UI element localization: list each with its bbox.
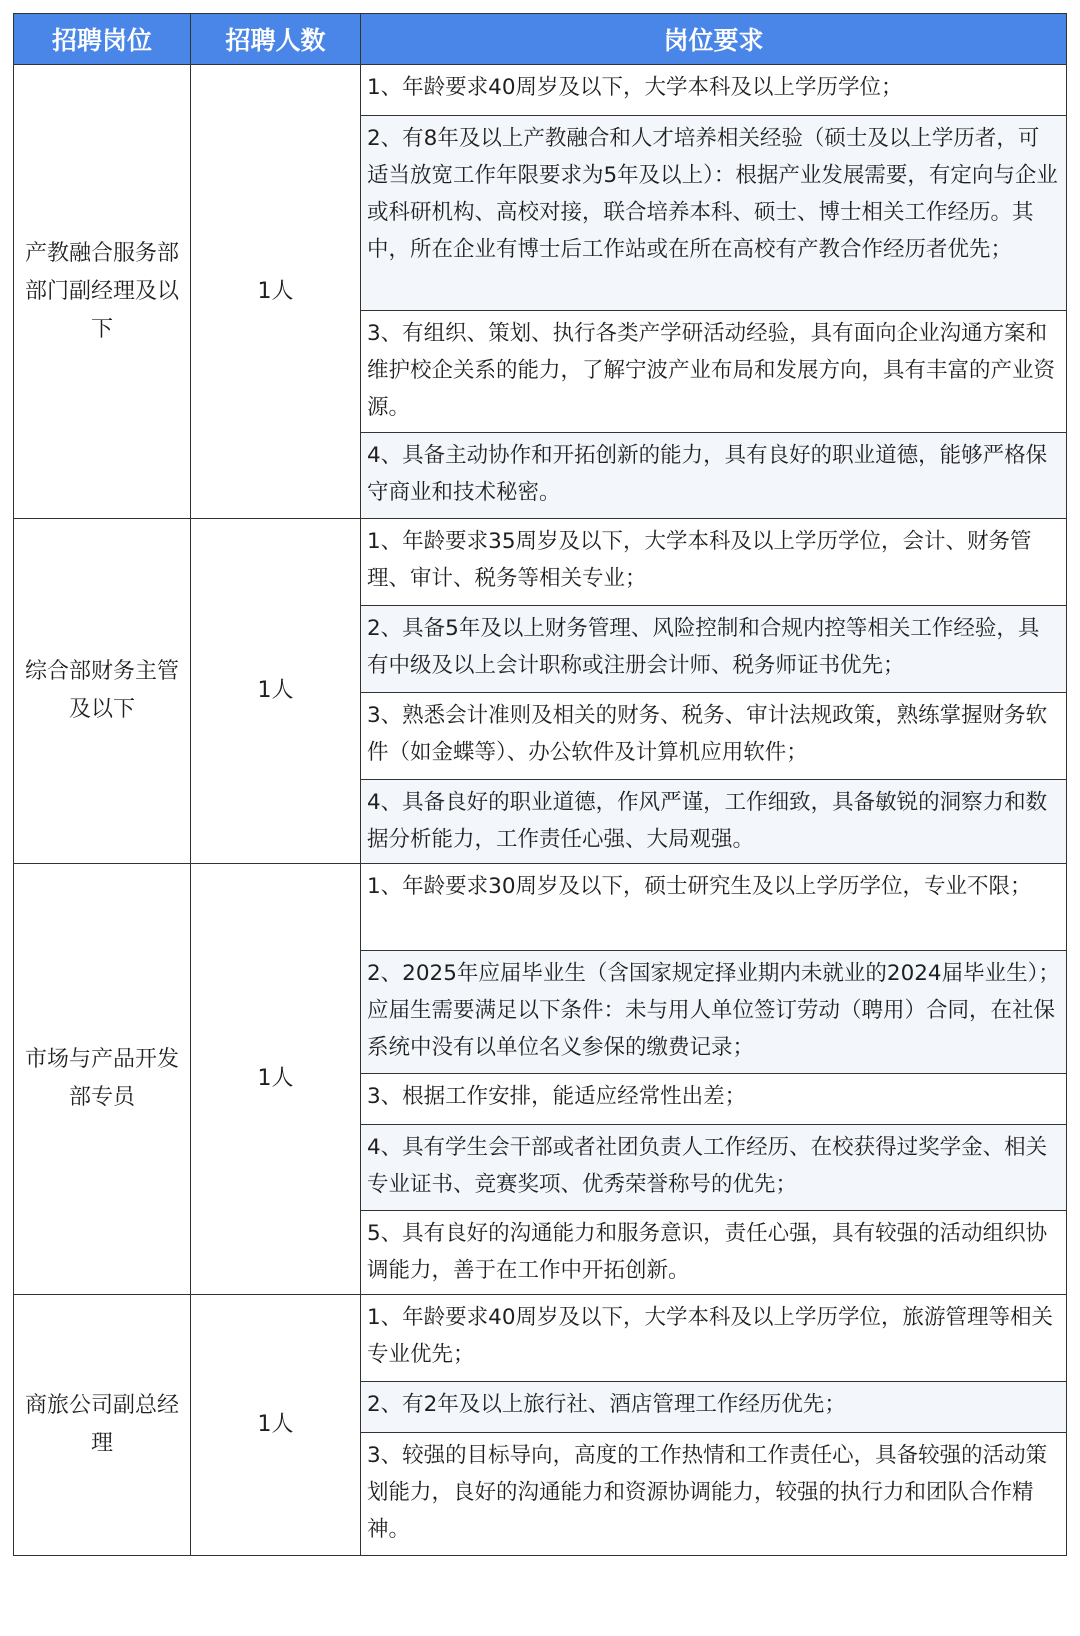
requirement-item: 2、有8年及以上产教融合和人才培养相关经验（硕士及以上学历者，可适当放宽工作年限要求为5年及以上）：根据产业发展需要，有定向与企业或科研机构、高校对接，联合培养本科、硕士、博士相关工作经历。其中，所在企业有博士后工作站或在所在高校有产教合作经历者优先； — [360, 115, 1067, 311]
requirement-item: 2、有2年及以上旅行社、酒店管理工作经历优先； — [360, 1381, 1067, 1433]
requirements-cell — [360, 863, 1067, 1295]
table-row — [13, 863, 1067, 1295]
requirement-item: 1、年龄要求40周岁及以下，大学本科及以上学历学位，旅游管理等相关专业优先； — [360, 1294, 1067, 1382]
table-header — [13, 13, 1067, 65]
table-row — [13, 64, 1067, 519]
table-row — [13, 518, 1067, 864]
requirement-item: 5、具有良好的沟通能力和服务意识，责任心强，具有较强的活动组织协调能力，善于在工作中开拓创新。 — [360, 1210, 1067, 1295]
requirement-item: 1、年龄要求35周岁及以下，大学本科及以上学历学位，会计、财务管理、审计、税务等相关专业； — [360, 518, 1067, 606]
table-row — [13, 1294, 1067, 1556]
header-requirements: 岗位要求 — [360, 13, 1067, 65]
position-cell: 市场与产品开发部专员 — [13, 863, 191, 1295]
requirement-item: 1、年龄要求30周岁及以下，硕士研究生及以上学历学位，专业不限； — [360, 863, 1067, 951]
count-cell: 1人 — [190, 64, 361, 519]
requirements-cell — [360, 518, 1067, 864]
requirement-item: 4、具有学生会干部或者社团负责人工作经历、在校获得过奖学金、相关专业证书、竞赛奖项、优秀荣誉称号的优先； — [360, 1124, 1067, 1211]
position-cell: 商旅公司副总经理 — [13, 1294, 191, 1556]
count-cell: 1人 — [190, 863, 361, 1295]
requirement-item: 4、具备主动协作和开拓创新的能力，具有良好的职业道德，能够严格保守商业和技术秘密。 — [360, 432, 1067, 519]
requirement-item: 3、有组织、策划、执行各类产学研活动经验，具有面向企业沟通方案和维护校企关系的能力，了解宁波产业布局和发展方向，具有丰富的产业资源。 — [360, 310, 1067, 433]
count-cell: 1人 — [190, 518, 361, 864]
position-cell: 产教融合服务部部门副经理及以下 — [13, 64, 191, 519]
requirement-item: 3、根据工作安排，能适应经常性出差； — [360, 1073, 1067, 1125]
header-count: 招聘人数 — [190, 13, 361, 65]
position-cell: 综合部财务主管及以下 — [13, 518, 191, 864]
requirement-item: 1、年龄要求40周岁及以下，大学本科及以上学历学位； — [360, 64, 1067, 116]
requirement-item: 3、熟悉会计准则及相关的财务、税务、审计法规政策，熟练掌握财务软件（如金蝶等）、办公软件及计算机应用软件； — [360, 692, 1067, 780]
requirement-item: 2、具备5年及以上财务管理、风险控制和合规内控等相关工作经验，具有中级及以上会计职称或注册会计师、税务师证书优先； — [360, 605, 1067, 693]
requirement-item: 4、具备良好的职业道德，作风严谨，工作细致，具备敏锐的洞察力和数据分析能力，工作责任心强、大局观强。 — [360, 779, 1067, 864]
requirements-cell — [360, 64, 1067, 519]
requirement-item: 2、2025年应届毕业生（含国家规定择业期内未就业的2024届毕业生）；应届生需要满足以下条件：未与用人单位签订劳动（聘用）合同，在社保系统中没有以单位名义参保的缴费记录； — [360, 950, 1067, 1074]
requirement-item: 3、较强的目标导向，高度的工作热情和工作责任心，具备较强的活动策划能力，良好的沟通能力和资源协调能力，较强的执行力和团队合作精神。 — [360, 1432, 1067, 1556]
requirements-cell — [360, 1294, 1067, 1556]
header-position: 招聘岗位 — [13, 13, 191, 65]
count-cell: 1人 — [190, 1294, 361, 1556]
